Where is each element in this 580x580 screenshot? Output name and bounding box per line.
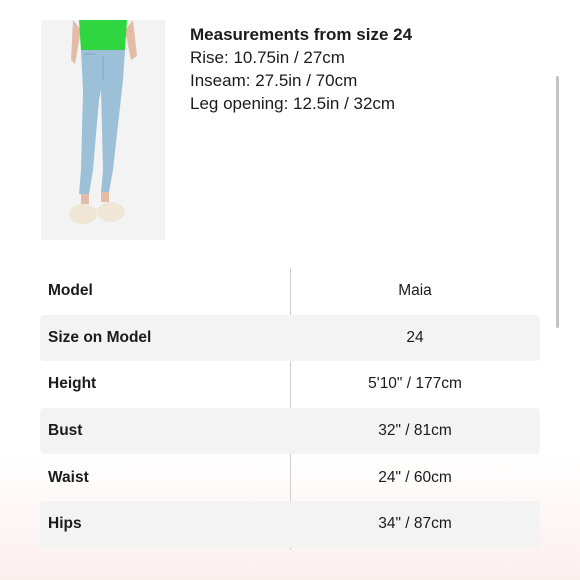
- row-label: Model: [48, 282, 93, 300]
- jeans-model-illustration: [41, 20, 165, 240]
- measurements-title: Measurements from size 24: [190, 25, 413, 44]
- table-row: [40, 408, 540, 455]
- leg-opening-measurement: Leg opening: 12.5in / 32cm: [190, 94, 396, 113]
- table-row: [40, 454, 540, 501]
- measurements-block: [190, 24, 412, 115]
- scrollbar-thumb[interactable]: [556, 76, 559, 328]
- row-value: 34" / 87cm: [378, 515, 452, 533]
- rise-measurement: Rise: 10.75in / 27cm: [190, 48, 345, 67]
- row-label: Height: [48, 375, 97, 393]
- row-label: Size on Model: [48, 328, 152, 346]
- table-row: [40, 315, 540, 362]
- scrollbar[interactable]: [554, 0, 560, 580]
- row-label: Hips: [48, 515, 82, 533]
- row-label: Bust: [48, 422, 83, 440]
- row-value: 5'10" / 177cm: [368, 375, 462, 393]
- table-row: [40, 501, 540, 548]
- row-label: Waist: [48, 468, 89, 486]
- row-value: 24: [406, 328, 424, 346]
- row-value: 32" / 81cm: [378, 422, 452, 440]
- inseam-measurement: Inseam: 27.5in / 70cm: [190, 71, 358, 90]
- row-value: 24" / 60cm: [378, 468, 452, 486]
- table-row: [40, 361, 540, 408]
- product-photo: [41, 20, 165, 240]
- model-size-table: [40, 268, 540, 548]
- table-row: [40, 268, 540, 315]
- row-value: Maia: [398, 282, 432, 300]
